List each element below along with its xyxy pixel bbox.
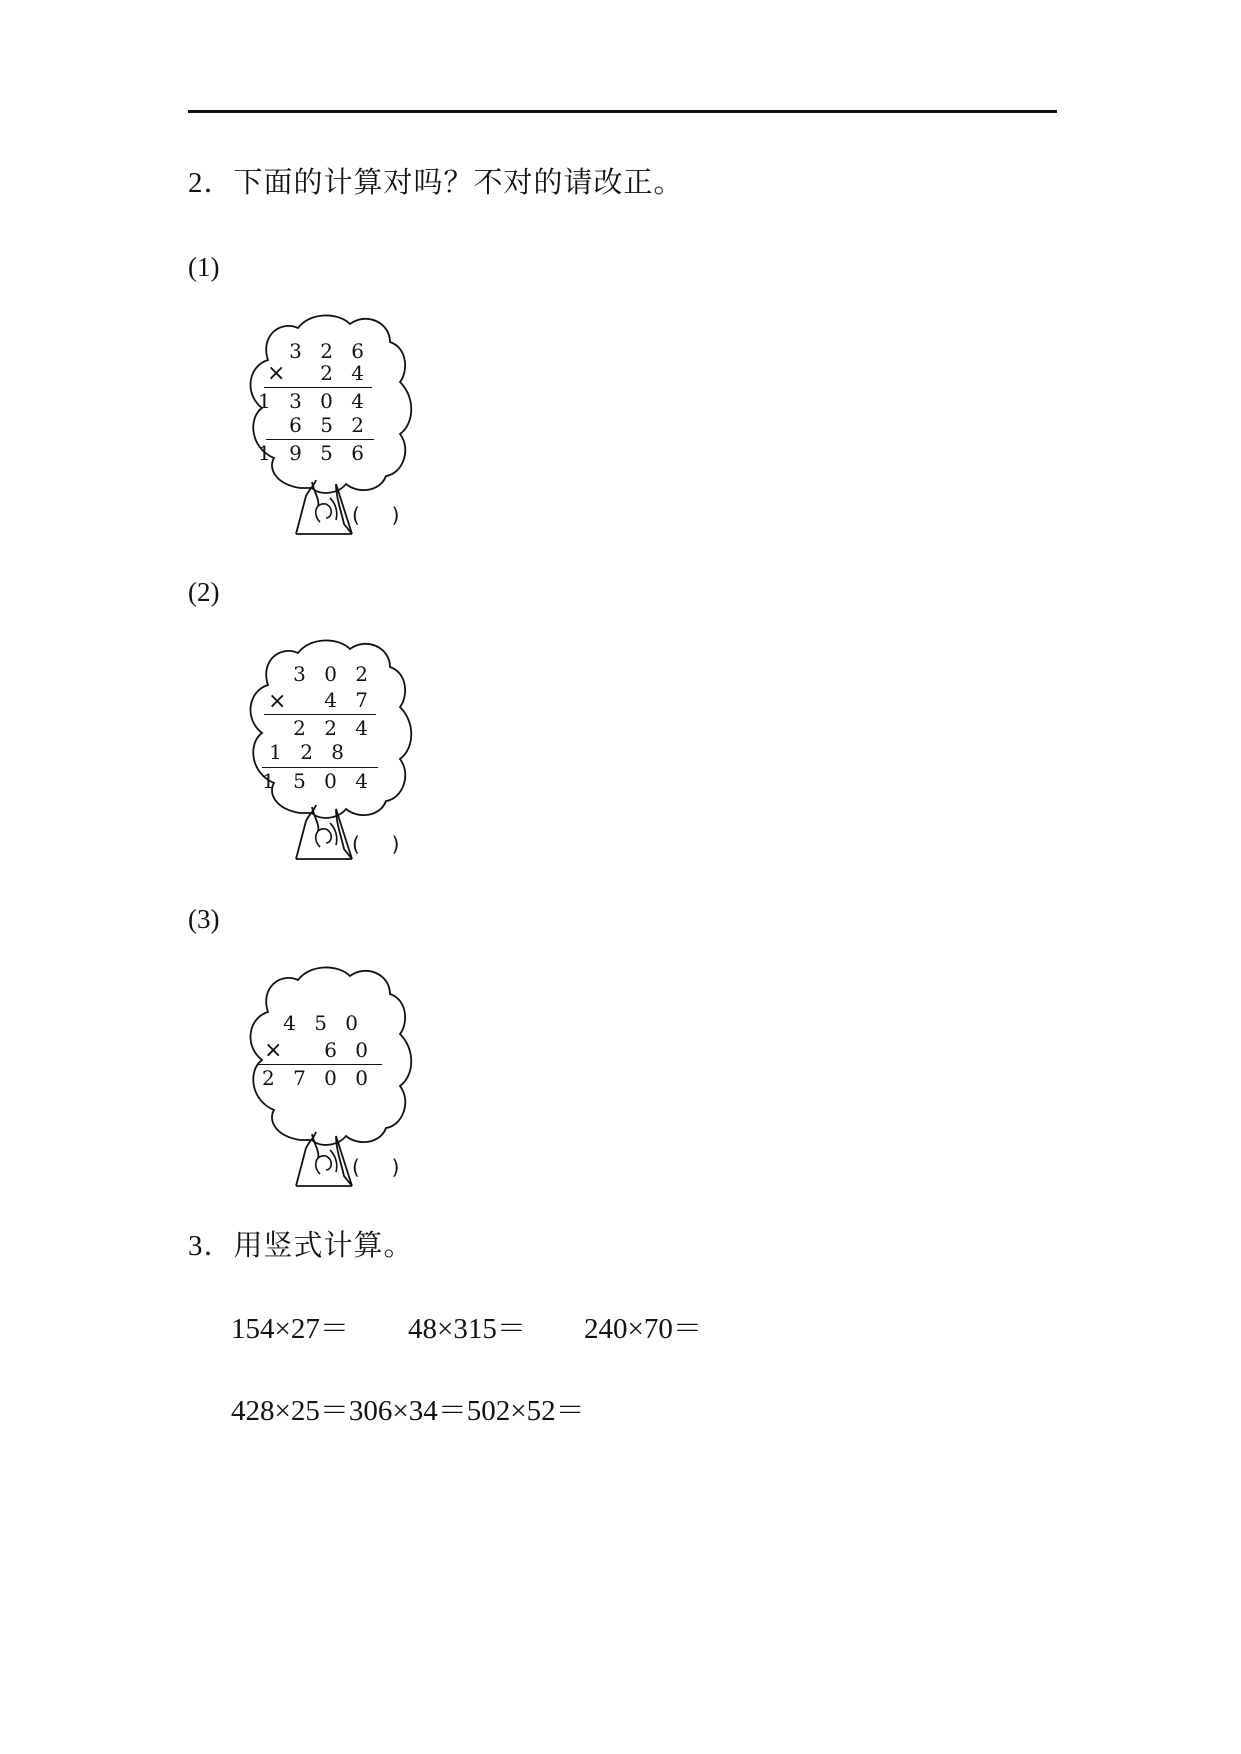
item-3-label: (3): [188, 904, 220, 934]
tree-figure-1: [240, 308, 430, 558]
tree-figure-3: [240, 960, 430, 1210]
product-line: [258, 1064, 382, 1065]
multiplier: 6 0: [324, 1038, 374, 1062]
expression-240x70: 240×70＝: [584, 1313, 702, 1345]
multiplicand: 3 2 6: [289, 339, 370, 363]
product-line: [264, 387, 372, 388]
partial-product-2: 6 5 2: [289, 413, 370, 437]
times-sign: ×: [267, 361, 286, 386]
tree-figure-2: [240, 633, 430, 883]
partial-product-2: 1 2 8: [269, 740, 350, 764]
result: 2 7 0 0: [262, 1066, 374, 1090]
multiplicand: 4 5 0: [283, 1011, 364, 1035]
answer-parentheses[interactable]: ( ): [352, 503, 400, 527]
expression-154x27: 154×27＝: [231, 1313, 349, 1345]
question-3-heading: 3．用竖式计算。: [188, 1230, 414, 1262]
item-2-label: (2): [188, 577, 220, 607]
multiplier: 4 7: [324, 688, 374, 712]
answer-parentheses[interactable]: ( ): [352, 1155, 400, 1179]
sum-line: [262, 767, 378, 768]
top-rule: [188, 110, 1057, 113]
sum-line: [266, 439, 374, 440]
expression-48x315: 48×315＝: [408, 1313, 526, 1345]
multiplier: 2 4: [320, 361, 370, 385]
answer-parentheses[interactable]: ( ): [352, 832, 400, 856]
expressions-row-2: 428×25＝306×34＝502×52＝: [231, 1395, 585, 1427]
question-2-heading: 2．下面的计算对吗？不对的请改正。: [188, 167, 684, 199]
result: 1 9 5 6: [258, 441, 370, 465]
result: 1 5 0 4: [262, 769, 374, 793]
product-line: [264, 714, 376, 715]
partial-product-1: 2 2 4: [293, 716, 374, 740]
times-sign: ×: [268, 689, 287, 714]
item-1-label: (1): [188, 252, 220, 282]
partial-product-1: 1 3 0 4: [258, 389, 370, 413]
times-sign: ×: [264, 1038, 283, 1063]
multiplicand: 3 0 2: [293, 662, 374, 686]
